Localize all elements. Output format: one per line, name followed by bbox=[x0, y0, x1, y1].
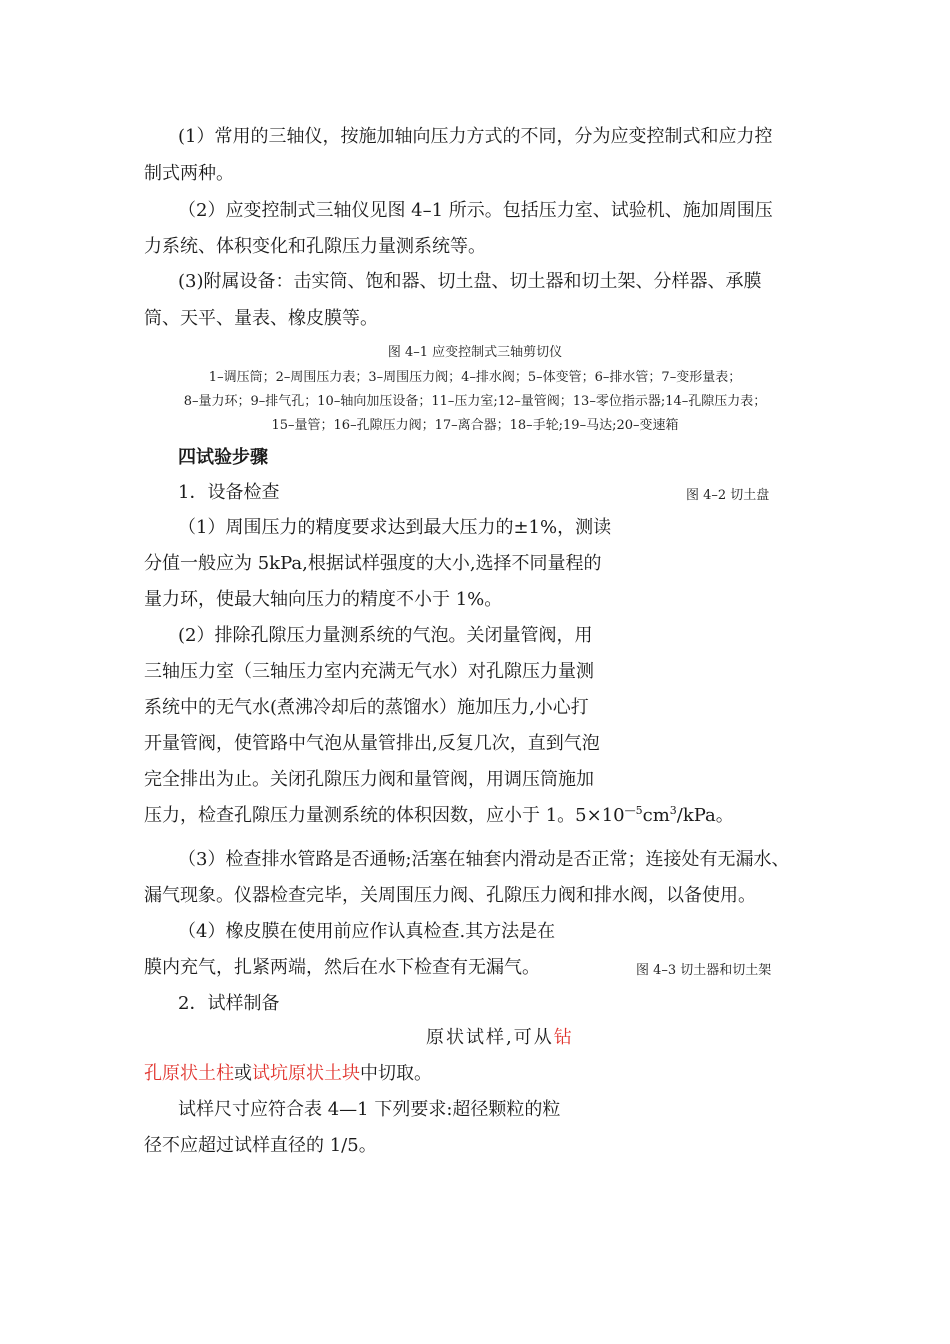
link-test-pit-soil-block[interactable]: 试坑原状土块 bbox=[252, 1063, 360, 1084]
check-1-line-3: 量力环，使最大轴向压力的精度不小于 1%。 bbox=[144, 589, 503, 610]
check-2-line-1: (2）排除孔隙压力量测系统的气泡。关闭量管阀，用 bbox=[178, 625, 593, 646]
figure-4-1-legend-line-2: 8–量力环；9–排气孔；10–轴向加压设备；11–压力室;12–量管阀；13–零位指示器;14–孔隙压力表； bbox=[183, 394, 767, 409]
section-heading: 四试验步骤 bbox=[178, 447, 268, 468]
check-4-line-2: 膜内充气，扎紧两端，然后在水下检查有无漏气。 bbox=[144, 957, 540, 978]
check-2-line-2: 三轴压力室（三轴压力室内充满无气水）对孔隙压力量测 bbox=[144, 661, 594, 682]
exponent-3: 3 bbox=[669, 804, 677, 817]
sample-line-2-or: 或 bbox=[234, 1063, 252, 1084]
check-2-line-3: 系统中的无气水(煮沸冷却后的蒸馏水）施加压力,小心打 bbox=[144, 697, 589, 718]
unit-cm: cm bbox=[642, 805, 670, 826]
paragraph-1-line-2: 制式两种。 bbox=[144, 163, 234, 184]
check-2-line-6 bbox=[144, 803, 734, 831]
check-1-line-1: （1）周围压力的精度要求达到最大压力的±1%，测读 bbox=[178, 517, 612, 538]
paragraph-2-line-2: 力系统、体积变化和孔隙压力量测系统等。 bbox=[144, 236, 486, 257]
check-3-line-1: （3）检查排水管路是否通畅;活塞在轴套内滑动是否正常；连接处有无漏水、 bbox=[178, 849, 790, 870]
sample-line-2 bbox=[144, 1061, 432, 1087]
sample-line-2-end: 中切取。 bbox=[360, 1063, 432, 1084]
link-borehole-soil-column[interactable]: 孔原状土柱 bbox=[144, 1063, 234, 1084]
paragraph-3-line-1: (3)附属设备：击实筒、饱和器、切土盘、切土器和切土架、分样器、承膜 bbox=[178, 271, 762, 292]
sample-line-1 bbox=[426, 1025, 574, 1051]
subheading-equipment-check: 1．设备检查 bbox=[178, 482, 280, 503]
sample-line-1-text: 原状试样,可从 bbox=[426, 1027, 554, 1048]
check-1-line-2: 分值一般应为 5kPa,根据试样强度的大小,选择不同量程的 bbox=[144, 553, 602, 574]
check-2-line-4: 开量管阀，使管路中气泡从量管排出,反复几次，直到气泡 bbox=[144, 733, 600, 754]
paragraph-1-line-1: (1）常用的三轴仪，按施加轴向压力方式的不同，分为应变控制式和应力控 bbox=[178, 126, 773, 147]
exponent-minus-5: —5 bbox=[624, 804, 643, 817]
sample-line-4: 径不应超过试样直径的 1/5。 bbox=[144, 1135, 377, 1156]
check-2-line-6-text: 压力，检查孔隙压力量测系统的体积因数，应小于 1。5×10 bbox=[144, 805, 625, 826]
check-4-line-1: （4）橡皮膜在使用前应作认真检查.其方法是在 bbox=[178, 921, 556, 942]
link-drill[interactable]: 钻 bbox=[553, 1027, 574, 1048]
subheading-sample-prep: 2．试样制备 bbox=[178, 993, 280, 1014]
check-2-line-5: 完全排出为止。关闭孔隙压力阀和量管阀，用调压筒施加 bbox=[144, 769, 594, 790]
check-3-line-2: 漏气现象。仪器检查完毕，关周围压力阀、孔隙压力阀和排水阀，以备使用。 bbox=[144, 885, 756, 906]
paragraph-3-line-2: 筒、天平、量表、橡皮膜等。 bbox=[144, 308, 378, 329]
paragraph-2-line-1: （2）应变控制式三轴仪见图 4–1 所示。包括压力室、试验机、施加周围压 bbox=[178, 200, 773, 221]
figure-4-1-legend-line-1: 1–调压筒；2–周围压力表；3–周围压力阀；4–排水阀；5–体变管；6–排水管；7–变形量表； bbox=[208, 370, 742, 385]
figure-4-2-caption: 图 4–2 切土盘 bbox=[686, 488, 770, 503]
figure-4-3-caption: 图 4–3 切土器和切土架 bbox=[636, 963, 772, 978]
sample-line-3: 试样尺寸应符合表 4—1 下列要求:超径颗粒的粒 bbox=[178, 1099, 561, 1120]
figure-4-1-legend-line-3: 15–量管；16–孔隙压力阀；17–离合器；18–手轮;19–马达;20–变速箱 bbox=[271, 418, 679, 433]
figure-4-1-title: 图 4–1 应变控制式三轴剪切仪 bbox=[387, 345, 563, 360]
unit-per-kpa: /kPa。 bbox=[676, 805, 734, 826]
